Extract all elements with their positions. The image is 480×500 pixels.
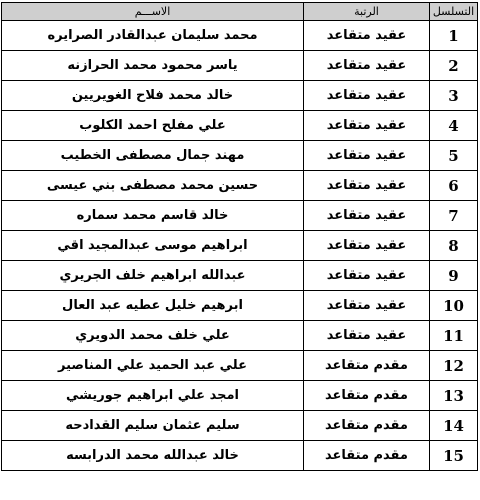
serial-cell: 10 xyxy=(430,291,478,321)
table-row xyxy=(2,261,478,291)
table-row xyxy=(2,351,478,381)
table-row xyxy=(2,51,478,81)
name-cell: علي عبد الحميد علي المناصير xyxy=(2,351,304,381)
rank-cell: عقيد متقاعد xyxy=(304,51,430,81)
name-cell: امجد علي ابراهيم جوريشي xyxy=(2,381,304,411)
serial-cell: 2 xyxy=(430,51,478,81)
table-row xyxy=(2,321,478,351)
serial-cell: 12 xyxy=(430,351,478,381)
serial-cell: 5 xyxy=(430,141,478,171)
name-cell: حسين محمد مصطفى بني عيسى xyxy=(2,171,304,201)
rank-cell: مقدم متقاعد xyxy=(304,441,430,471)
rank-cell: عقيد متقاعد xyxy=(304,201,430,231)
name-cell: محمد سليمان عبدالقادر الصرايره xyxy=(2,21,304,51)
name-cell: مهند جمال مصطفى الخطيب xyxy=(2,141,304,171)
serial-cell: 13 xyxy=(430,381,478,411)
header-rank: الرتبة xyxy=(304,3,430,21)
header-serial: التسلسل xyxy=(430,3,478,21)
rank-cell: عقيد متقاعد xyxy=(304,261,430,291)
name-cell: ابراهيم موسى عبدالمجيد اقي xyxy=(2,231,304,261)
serial-cell: 8 xyxy=(430,231,478,261)
rank-cell: عقيد متقاعد xyxy=(304,171,430,201)
name-cell: علي مفلح احمد الكلوب xyxy=(2,111,304,141)
retirees-table-container xyxy=(2,2,478,496)
serial-cell: 3 xyxy=(430,81,478,111)
rank-cell: عقيد متقاعد xyxy=(304,291,430,321)
name-cell: علي خلف محمد الدويري xyxy=(2,321,304,351)
name-cell: عبدالله ابراهيم خلف الجريري xyxy=(2,261,304,291)
retirees-table xyxy=(1,2,478,471)
header-name: الاســـم xyxy=(2,3,304,21)
serial-cell: 11 xyxy=(430,321,478,351)
name-cell: ابرهيم خليل عطيه عبد العال xyxy=(2,291,304,321)
table-header-row xyxy=(2,3,478,21)
serial-cell: 15 xyxy=(430,441,478,471)
rank-cell: عقيد متقاعد xyxy=(304,321,430,351)
serial-cell: 4 xyxy=(430,111,478,141)
rank-cell: عقيد متقاعد xyxy=(304,231,430,261)
serial-cell: 9 xyxy=(430,261,478,291)
table-row xyxy=(2,171,478,201)
table-row xyxy=(2,381,478,411)
table-body xyxy=(2,21,478,471)
table-row xyxy=(2,111,478,141)
serial-cell: 14 xyxy=(430,411,478,441)
table-row xyxy=(2,231,478,261)
rank-cell: عقيد متقاعد xyxy=(304,81,430,111)
table-row xyxy=(2,141,478,171)
serial-cell: 7 xyxy=(430,201,478,231)
serial-cell: 6 xyxy=(430,171,478,201)
rank-cell: مقدم متقاعد xyxy=(304,411,430,441)
serial-cell: 1 xyxy=(430,21,478,51)
name-cell: خالد قاسم محمد سماره xyxy=(2,201,304,231)
name-cell: خالد محمد فلاح الغويريين xyxy=(2,81,304,111)
table-row xyxy=(2,21,478,51)
name-cell: سليم عثمان سليم القدادحه xyxy=(2,411,304,441)
rank-cell: مقدم متقاعد xyxy=(304,381,430,411)
rank-cell: عقيد متقاعد xyxy=(304,141,430,171)
table-row xyxy=(2,411,478,441)
rank-cell: عقيد متقاعد xyxy=(304,111,430,141)
rank-cell: مقدم متقاعد xyxy=(304,351,430,381)
table-row xyxy=(2,201,478,231)
name-cell: ياسر محمود محمد الحرازنه xyxy=(2,51,304,81)
table-row xyxy=(2,81,478,111)
name-cell: خالد عبدالله محمد الدرابسه xyxy=(2,441,304,471)
table-row xyxy=(2,441,478,471)
table-row xyxy=(2,291,478,321)
rank-cell: عقيد متقاعد xyxy=(304,21,430,51)
